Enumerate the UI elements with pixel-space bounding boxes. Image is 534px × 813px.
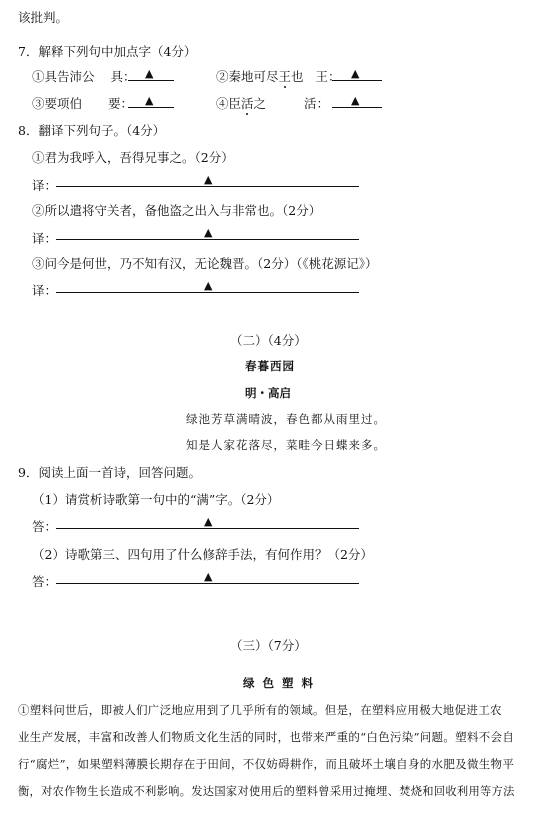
q9-answer-line-1[interactable]: [56, 528, 359, 529]
q7-item-2-dotted-char: 王: [278, 69, 292, 84]
poem-author: 明・高启: [245, 386, 291, 400]
top-text: 该批判。: [18, 10, 69, 25]
q8-label-2: 译：: [32, 231, 58, 246]
paragraph-line-2: 业生产发展，丰富和改善人们物质文化生活的同时，也带来严重的“白色污染”问题。塑料不会自: [18, 730, 515, 744]
q7-item-3-text: ③要项伯: [32, 96, 83, 111]
q8-answer-marker-1: ▲: [204, 173, 213, 186]
q8-label-3: 译：: [32, 283, 58, 298]
q7-item-3: [32, 94, 133, 112]
q7-item-1-text: ①具告沛公: [32, 69, 95, 84]
q7-item-2-text: ②秦地可尽: [216, 69, 279, 84]
q7-answer-line-2[interactable]: [332, 80, 382, 81]
q7-item-4-dotted-char: 活: [241, 96, 254, 111]
q7-item-2-text-end: 也: [291, 69, 304, 84]
q9-answer-line-2[interactable]: [56, 583, 359, 584]
poem-line-1: 绿池芳草满晴波，春色都从雨里过。: [186, 412, 386, 426]
paragraph-line-4: 衡，对农作物生长造成不利影响。发达国家对使用后的塑料曾采用过掩埋、焚烧和回收利用等方法: [18, 785, 515, 798]
q9-label-2: 答：: [32, 574, 58, 589]
q7-item-4-text: ④臣: [216, 96, 242, 111]
q7-answer-line-3[interactable]: [128, 107, 174, 108]
q8-title: 8．翻译下列句子。（4分）: [18, 123, 166, 138]
q7-answer-line-1[interactable]: [128, 80, 174, 81]
section3-heading: （三）（7分）: [230, 638, 307, 653]
q7-item-3-label: 要：: [108, 96, 134, 111]
q9-title: 9．阅读上面一首诗，回答问题。: [18, 465, 201, 480]
q7-item-4-text-end: 之: [253, 96, 267, 111]
q9-question-1: （1）请赏析诗歌第一句中的“满”字。（2分）: [32, 492, 280, 507]
q7-item-1-label: 具：: [110, 69, 136, 84]
q8-answer-marker-3: ▲: [204, 279, 213, 292]
paragraph-line-3: 行“腐烂”，如果塑料薄膜长期存在于田间，不仅妨碍耕作，而且破坏土壤自身的水肥及微生物平: [18, 757, 515, 771]
q8-sentence-1: ①君为我呼入，吾得兄事之。（2分）: [32, 150, 234, 165]
paragraph-line-1: ①塑料问世后，即被人们广泛地应用到了几乎所有的领域。但是，在塑料应用极大地促进工农: [18, 703, 502, 717]
q9-label-1: 答：: [32, 519, 58, 534]
q7-answer-marker-2: ▲: [351, 67, 360, 80]
q8-answer-line-1[interactable]: [56, 186, 359, 187]
q7-item-4-label: 活：: [304, 96, 330, 111]
q7-answer-marker-3: ▲: [145, 94, 154, 107]
poem-line-2: 知是人家花落尽，菜畦今日蝶来多。: [186, 438, 386, 452]
q7-item-4: [216, 94, 329, 112]
section2-heading: （二）（4分）: [230, 333, 307, 348]
q8-label-1: 译：: [32, 178, 58, 193]
q7-item-2: [216, 67, 341, 85]
q8-sentence-3: ③问今是何世，乃不知有汉，无论魏晋。（2分）（《桃花源记》）: [32, 256, 378, 271]
q7-title: 7．解释下列句中加点字（4分）: [18, 44, 197, 59]
q8-answer-marker-2: ▲: [204, 226, 213, 239]
q9-answer-marker-1: ▲: [204, 515, 213, 528]
q9-answer-marker-2: ▲: [204, 570, 213, 583]
q7-item-1: [32, 67, 136, 85]
q9-question-2: （2）诗歌第三、四句用了什么修辞手法，有何作用？（2分）: [32, 547, 373, 562]
q7-answer-marker-4: ▲: [351, 94, 360, 107]
q7-answer-marker-1: ▲: [145, 67, 154, 80]
q7-item-2-label: 王：: [315, 69, 341, 84]
q8-sentence-2: ②所以遣将守关者，备他盗之出入与非常也。（2分）: [32, 203, 322, 218]
q8-answer-line-3[interactable]: [56, 292, 359, 293]
article-title: 绿 色 塑 料: [243, 676, 316, 690]
poem-title: 春暮西园: [245, 359, 295, 373]
q8-answer-line-2[interactable]: [56, 239, 359, 240]
q7-answer-line-4[interactable]: [332, 107, 382, 108]
